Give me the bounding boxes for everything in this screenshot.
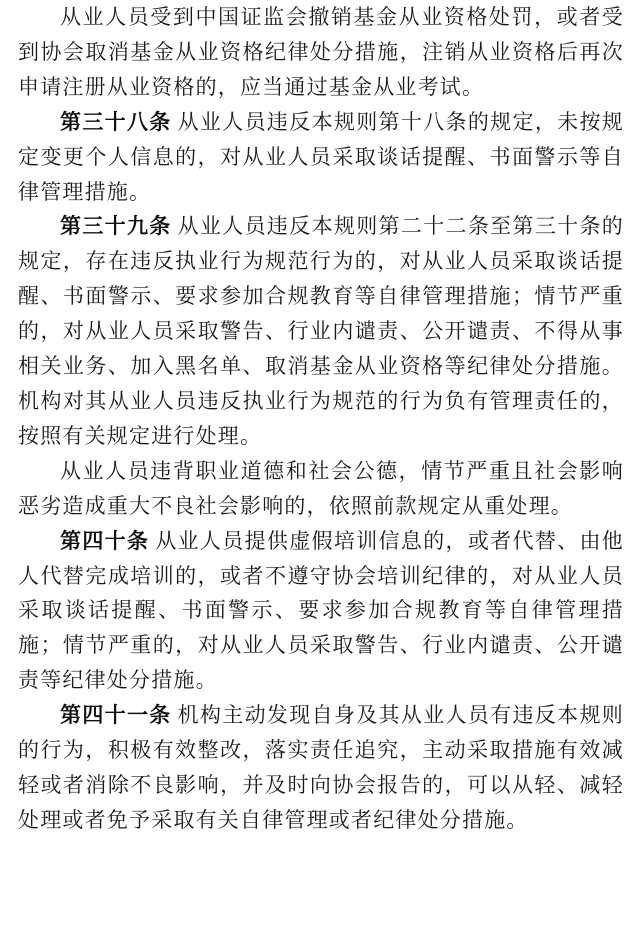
- paragraph-text: 从业人员违反本规则第十八条的规定，未按规定变更个人信息的，对从业人员采取谈话提醒、书面警示等自律管理措施。: [18, 109, 624, 204]
- article-40-paragraph: [18, 524, 624, 699]
- article-41-paragraph: [18, 698, 624, 838]
- article-number: 第三十八条: [60, 109, 172, 134]
- article-number: 第三十九条: [60, 214, 172, 239]
- article-number: 第四十一条: [60, 703, 172, 728]
- document-body: [18, 0, 624, 838]
- article-number: 第四十条: [60, 528, 150, 553]
- paragraph-text: 机构主动发现自身及其从业人员有违反本规则的行为，积极有效整改，落实责任追究，主动采取措施有效减轻或者消除不良影响，并及时向协会报告的，可以从轻、减轻处理或者免予采取有关自律管理或者纪律处分措施。: [18, 703, 624, 832]
- paragraph-text: 从业人员提供虚假培训信息的，或者代替、由他人代替完成培训的，或者不遵守协会培训纪律的，对从业人员采取谈话提醒、书面警示、要求参加合规教育等自律管理措施；情节严重的，对从业人员采取警告、行业内谴责、公开谴责等纪律处分措施。: [18, 528, 624, 693]
- paragraph-text: 从业人员受到中国证监会撤销基金从业资格处罚，或者受到协会取消基金从业资格纪律处分措施，注销从业资格后再次申请注册从业资格的，应当通过基金从业考试。: [18, 5, 624, 99]
- paragraph-text: 从业人员违反本规则第二十二条至第三十条的规定，存在违反执业行为规范行为的，对从业人员采取谈话提醒、书面警示、要求参加合规教育等自律管理措施；情节严重的，对从业人员采取警告、行业内谴责、公开谴责、不得从事相关业务、加入黑名单、取消基金从业资格等纪律处分措施。机构对其从业人员违反执业行为规范的行为负有管理责任的，按照有关规定进行处理。: [18, 214, 624, 448]
- article-39-paragraph: [18, 209, 624, 453]
- article-38-paragraph: [18, 105, 624, 210]
- paragraph-1: [18, 0, 624, 105]
- paragraph-text: 从业人员违背职业道德和社会公德，情节严重且社会影响恶劣造成重大不良社会影响的，依照前款规定从重处理。: [18, 458, 624, 518]
- paragraph-4: [18, 454, 624, 524]
